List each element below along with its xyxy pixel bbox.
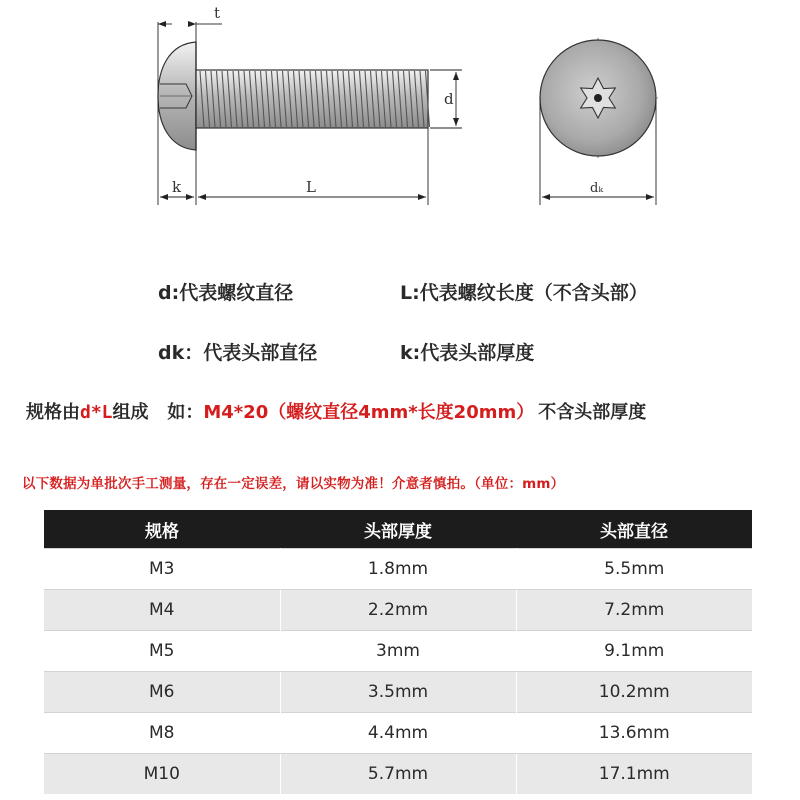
cell-head-thickness: 3mm [280, 631, 516, 672]
table-row [44, 549, 752, 590]
cell-head-diameter: 17.1mm [516, 754, 752, 795]
cell-head-thickness: 5.7mm [280, 754, 516, 795]
screw-thread-side [196, 70, 430, 128]
spec-prefix: 规格由 [26, 402, 80, 423]
cell-spec: M4 [44, 590, 280, 631]
cell-spec: M5 [44, 631, 280, 672]
cell-head-thickness: 3.5mm [280, 672, 516, 713]
spec-suffix: 不含头部厚度 [538, 402, 647, 423]
table-row [44, 672, 752, 713]
table-header-row [44, 510, 752, 549]
label-k: k [172, 178, 182, 196]
table-row [44, 631, 752, 672]
label-L: L [306, 178, 316, 196]
cell-head-thickness: 2.2mm [280, 590, 516, 631]
legend-d: d:代表螺纹直径 [158, 282, 294, 304]
cell-head-diameter: 5.5mm [516, 549, 752, 590]
table-row [44, 590, 752, 631]
screw-head-side [158, 42, 196, 150]
spec-table [44, 510, 752, 794]
screw-head-top [540, 38, 658, 158]
label-t: t [214, 4, 221, 22]
legend-dk: dk：代表头部直径 [158, 342, 318, 364]
header-spec: 规格 [44, 510, 280, 549]
cell-head-thickness: 4.4mm [280, 713, 516, 754]
spec-mid: 组成 如： [112, 402, 204, 423]
cell-spec: M3 [44, 549, 280, 590]
spec-description [26, 398, 646, 424]
cell-head-diameter: 7.2mm [516, 590, 752, 631]
table-row [44, 754, 752, 795]
legend-k: k:代表头部厚度 [400, 342, 535, 364]
label-d: d [444, 90, 454, 108]
legend-L: L:代表螺纹长度（不含头部） [400, 282, 648, 304]
spec-example: M4*20（螺纹直径4mm*长度20mm） [203, 402, 535, 423]
cell-head-diameter: 13.6mm [516, 713, 752, 754]
screw-dimension-diagram [0, 0, 800, 240]
header-head-thickness: 头部厚度 [280, 510, 516, 549]
cell-head-diameter: 9.1mm [516, 631, 752, 672]
label-dk: dₖ [590, 181, 604, 196]
header-head-diameter: 头部直径 [516, 510, 752, 549]
cell-head-thickness: 1.8mm [280, 549, 516, 590]
spec-formula: d*L [80, 402, 113, 423]
cell-spec: M6 [44, 672, 280, 713]
cell-spec: M10 [44, 754, 280, 795]
table-row [44, 713, 752, 754]
measurement-notice: 以下数据为单批次手工测量，存在一定误差，请以实物为准！介意者慎拍。（单位：mm） [22, 476, 565, 492]
cell-head-diameter: 10.2mm [516, 672, 752, 713]
cell-spec: M8 [44, 713, 280, 754]
